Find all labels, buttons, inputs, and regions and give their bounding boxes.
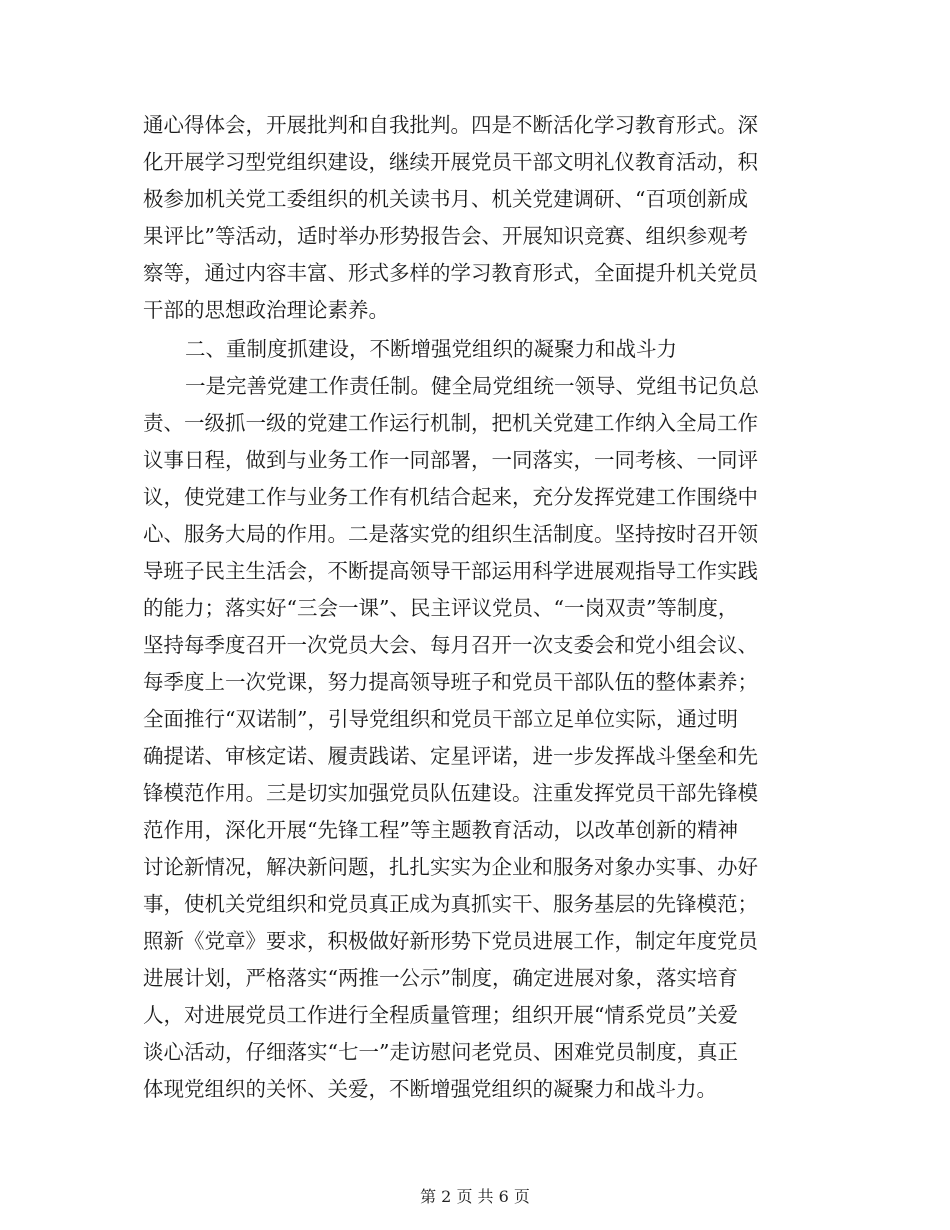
page-footer: 第 2 页 共 6 页 bbox=[420, 1187, 530, 1206]
body-line: 锋模范作用。三是切实加强党员队伍建设。注重发挥党员干部先锋模 bbox=[143, 781, 758, 805]
body-line: 心、服务大局的作用。二是落实党的组织生活制度。坚持按时召开领 bbox=[143, 522, 758, 546]
body-line: 干部的思想政治理论素养。 bbox=[143, 298, 389, 322]
body-line: 人，对进展党员工作进行全程质量管理；组织开展“情系党员”关爱 bbox=[143, 1003, 738, 1027]
body-line: 察等，通过内容丰富、形式多样的学习教育形式，全面提升机关党员 bbox=[143, 261, 758, 285]
body-line: 坚持每季度召开一次党员大会、每月召开一次支委会和党小组会议、 bbox=[143, 633, 758, 657]
body-line: 全面推行“双诺制”，引导党组织和党员干部立足单位实际，通过明 bbox=[143, 707, 738, 731]
body-line: 范作用，深化开展“先锋工程”等主题教育活动，以改革创新的精神 bbox=[143, 818, 738, 842]
body-line: 确提诺、审核定诺、履责践诺、定星评诺，进一步发挥战斗堡垒和先 bbox=[143, 744, 758, 768]
body-line: 责、一级抓一级的党建工作运行机制，把机关党建工作纳入全局工作 bbox=[143, 411, 758, 435]
body-line: 讨论新情况，解决新问题，扎扎实实为企业和服务对象办实事、办好 bbox=[143, 855, 758, 879]
body-line: 照新《党章》要求，积极做好新形势下党员进展工作，制定年度党员 bbox=[143, 929, 758, 953]
body-line: 每季度上一次党课，努力提高领导班子和党员干部队伍的整体素养； bbox=[143, 670, 758, 694]
body-line: 议，使党建工作与业务工作有机结合起来，充分发挥党建工作围绕中 bbox=[143, 485, 758, 509]
body-line: 通心得体会，开展批判和自我批判。四是不断活化学习教育形式。深 bbox=[143, 113, 758, 137]
body-line: 导班子民主生活会，不断提高领导干部运用科学进展观指导工作实践 bbox=[143, 559, 758, 583]
body-line: 事，使机关党组织和党员真正成为真抓实干、服务基层的先锋模范； bbox=[143, 892, 758, 916]
section-heading: 二、重制度抓建设，不断增强党组织的凝聚力和战斗力 bbox=[185, 337, 677, 361]
body-line: 化开展学习型党组织建设，继续开展党员干部文明礼仪教育活动，积 bbox=[143, 150, 758, 174]
body-line: 谈心活动，仔细落实“七一”走访慰问老党员、困难党员制度，真正 bbox=[143, 1040, 738, 1064]
body-line: 进展计划，严格落实“两推一公示”制度，确定进展对象，落实培育 bbox=[143, 966, 738, 990]
body-line: 议事日程，做到与业务工作一同部署，一同落实，一同考核、一同评 bbox=[143, 448, 758, 472]
body-line: 极参加机关党工委组织的机关读书月、机关党建调研、“百项创新成 bbox=[143, 187, 748, 211]
body-line: 果评比”等活动，适时举办形势报告会、开展知识竞赛、组织参观考 bbox=[143, 224, 748, 248]
body-line: 的能力；落实好“三会一课”、民主评议党员、“一岗双责”等制度， bbox=[143, 596, 739, 620]
body-line: 体现党组织的关怀、关爱，不断增强党组织的凝聚力和战斗力。 bbox=[143, 1077, 717, 1101]
body-line: 一是完善党建工作责任制。健全局党组统一领导、党组书记负总 bbox=[185, 374, 759, 398]
